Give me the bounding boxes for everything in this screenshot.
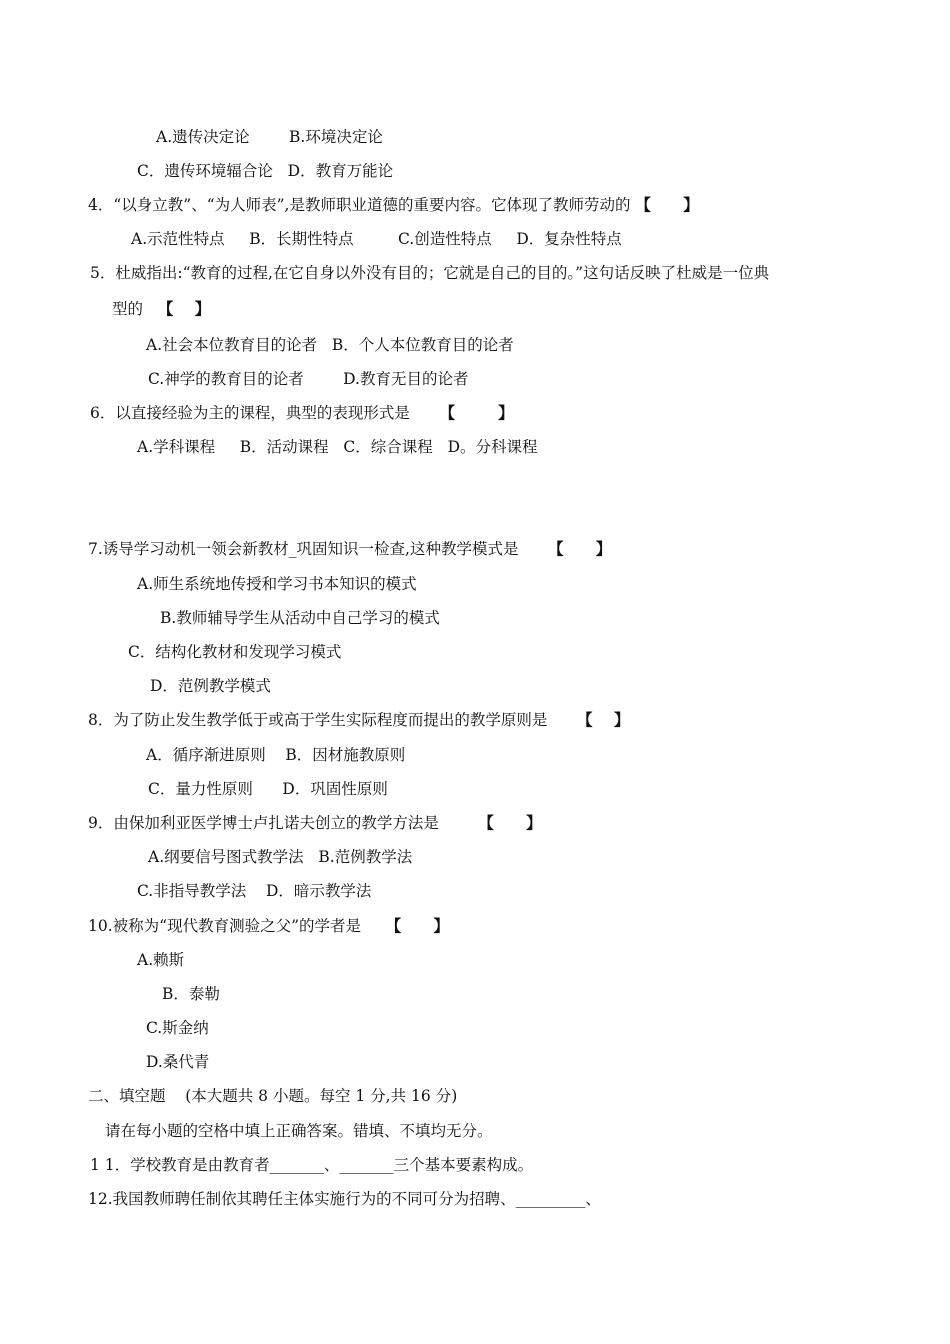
answer-bracket: 【 】 bbox=[385, 917, 450, 935]
section-2-instructions: 请在每小题的空格中填上正确答案。错填、不填均无分。 bbox=[105, 1122, 493, 1140]
question-11: 1 1．学校教育是由教育者_______、_______三个基本要素构成。 bbox=[90, 1156, 534, 1174]
q3-options-ab: A.遗传决定论 B.环境决定论 bbox=[156, 128, 383, 146]
question-9 bbox=[88, 813, 542, 833]
q8-options-ab: A．循序渐进原则 B．因材施教原则 bbox=[146, 746, 406, 764]
question-5-text: 型的 bbox=[112, 300, 158, 318]
q10-option-b: B．泰勒 bbox=[162, 985, 220, 1003]
question-8 bbox=[88, 710, 630, 730]
question-6-text: 6．以直接经验为主的课程，典型的表现形式是 bbox=[90, 404, 440, 422]
question-12: 12.我国教师聘任制依其聘任主体实施行为的不同可分为招聘、_________、 bbox=[88, 1190, 601, 1208]
answer-bracket: 【 】 bbox=[439, 404, 514, 422]
question-7 bbox=[88, 539, 611, 559]
question-6 bbox=[90, 403, 514, 423]
q9-options-ab: A.纲要信号图式教学法 B.范例教学法 bbox=[148, 848, 413, 866]
q10-option-a: A.赖斯 bbox=[137, 951, 185, 969]
q7-option-b: B.教师辅导学生从活动中自己学习的模式 bbox=[160, 609, 440, 627]
question-10 bbox=[88, 916, 449, 936]
question-8-text: 8．为了防止发生教学低于或高于学生实际程度而提出的教学原则是 bbox=[88, 711, 577, 729]
question-7-text: 7.诱导学习动机一领会新教材_巩固知识一检查,这种教学模式是 bbox=[88, 540, 549, 558]
answer-bracket: 【 】 bbox=[548, 540, 612, 558]
question-5-line2 bbox=[112, 299, 210, 319]
q7-option-c: C．结构化教材和发现学习模式 bbox=[128, 643, 342, 661]
question-5-line1: 5．杜威指出:“教育的过程,在它自身以外没有目的；它就是自己的目的。”这句话反映了杜威是一位典 bbox=[90, 264, 770, 282]
answer-bracket: 【 】 bbox=[478, 814, 542, 832]
q7-option-d: D．范例教学模式 bbox=[150, 677, 271, 695]
question-4 bbox=[88, 195, 699, 215]
answer-bracket: 【 】 bbox=[157, 300, 211, 318]
q8-options-cd: C．量力性原则 D．巩固性原则 bbox=[148, 780, 388, 798]
question-9-text: 9．由保加利亚医学博士卢扎诺夫创立的教学方法是 bbox=[88, 814, 479, 832]
q10-option-d: D.桑代青 bbox=[146, 1053, 210, 1071]
q3-options-cd: C．遗传环境辐合论 D．教育万能论 bbox=[137, 162, 394, 180]
answer-bracket: 【 】 bbox=[576, 711, 630, 729]
q4-options: A.示范性特点 B．长期性特点 C.创造性特点 D．复杂性特点 bbox=[131, 230, 622, 248]
answer-bracket: 【 】 bbox=[635, 196, 699, 214]
q9-options-cd: C.非指导教学法 D．暗示教学法 bbox=[137, 882, 372, 900]
q5-options-ab: A.社会本位教育目的论者 B．个人本位教育目的论者 bbox=[146, 336, 514, 354]
question-10-text: 10.被称为“现代教育测验之父”的学者是 bbox=[88, 917, 386, 935]
q10-option-c: C.斯金纳 bbox=[146, 1019, 209, 1037]
q6-options: A.学科课程 B．活动课程 C．综合课程 D。分科课程 bbox=[137, 438, 538, 456]
q5-options-cd: C.神学的教育目的论者 D.教育无目的论者 bbox=[148, 370, 469, 388]
q7-option-a: A.师生系统地传授和学习书本知识的模式 bbox=[137, 575, 417, 593]
question-4-text: 4．“以身立教”、“为人师表”,是教师职业道德的重要内容。它体现了教师劳动的 bbox=[88, 196, 636, 214]
section-2-heading: 二、填空题 (本大题共 8 小题。每空 1 分,共 16 分) bbox=[88, 1087, 458, 1105]
